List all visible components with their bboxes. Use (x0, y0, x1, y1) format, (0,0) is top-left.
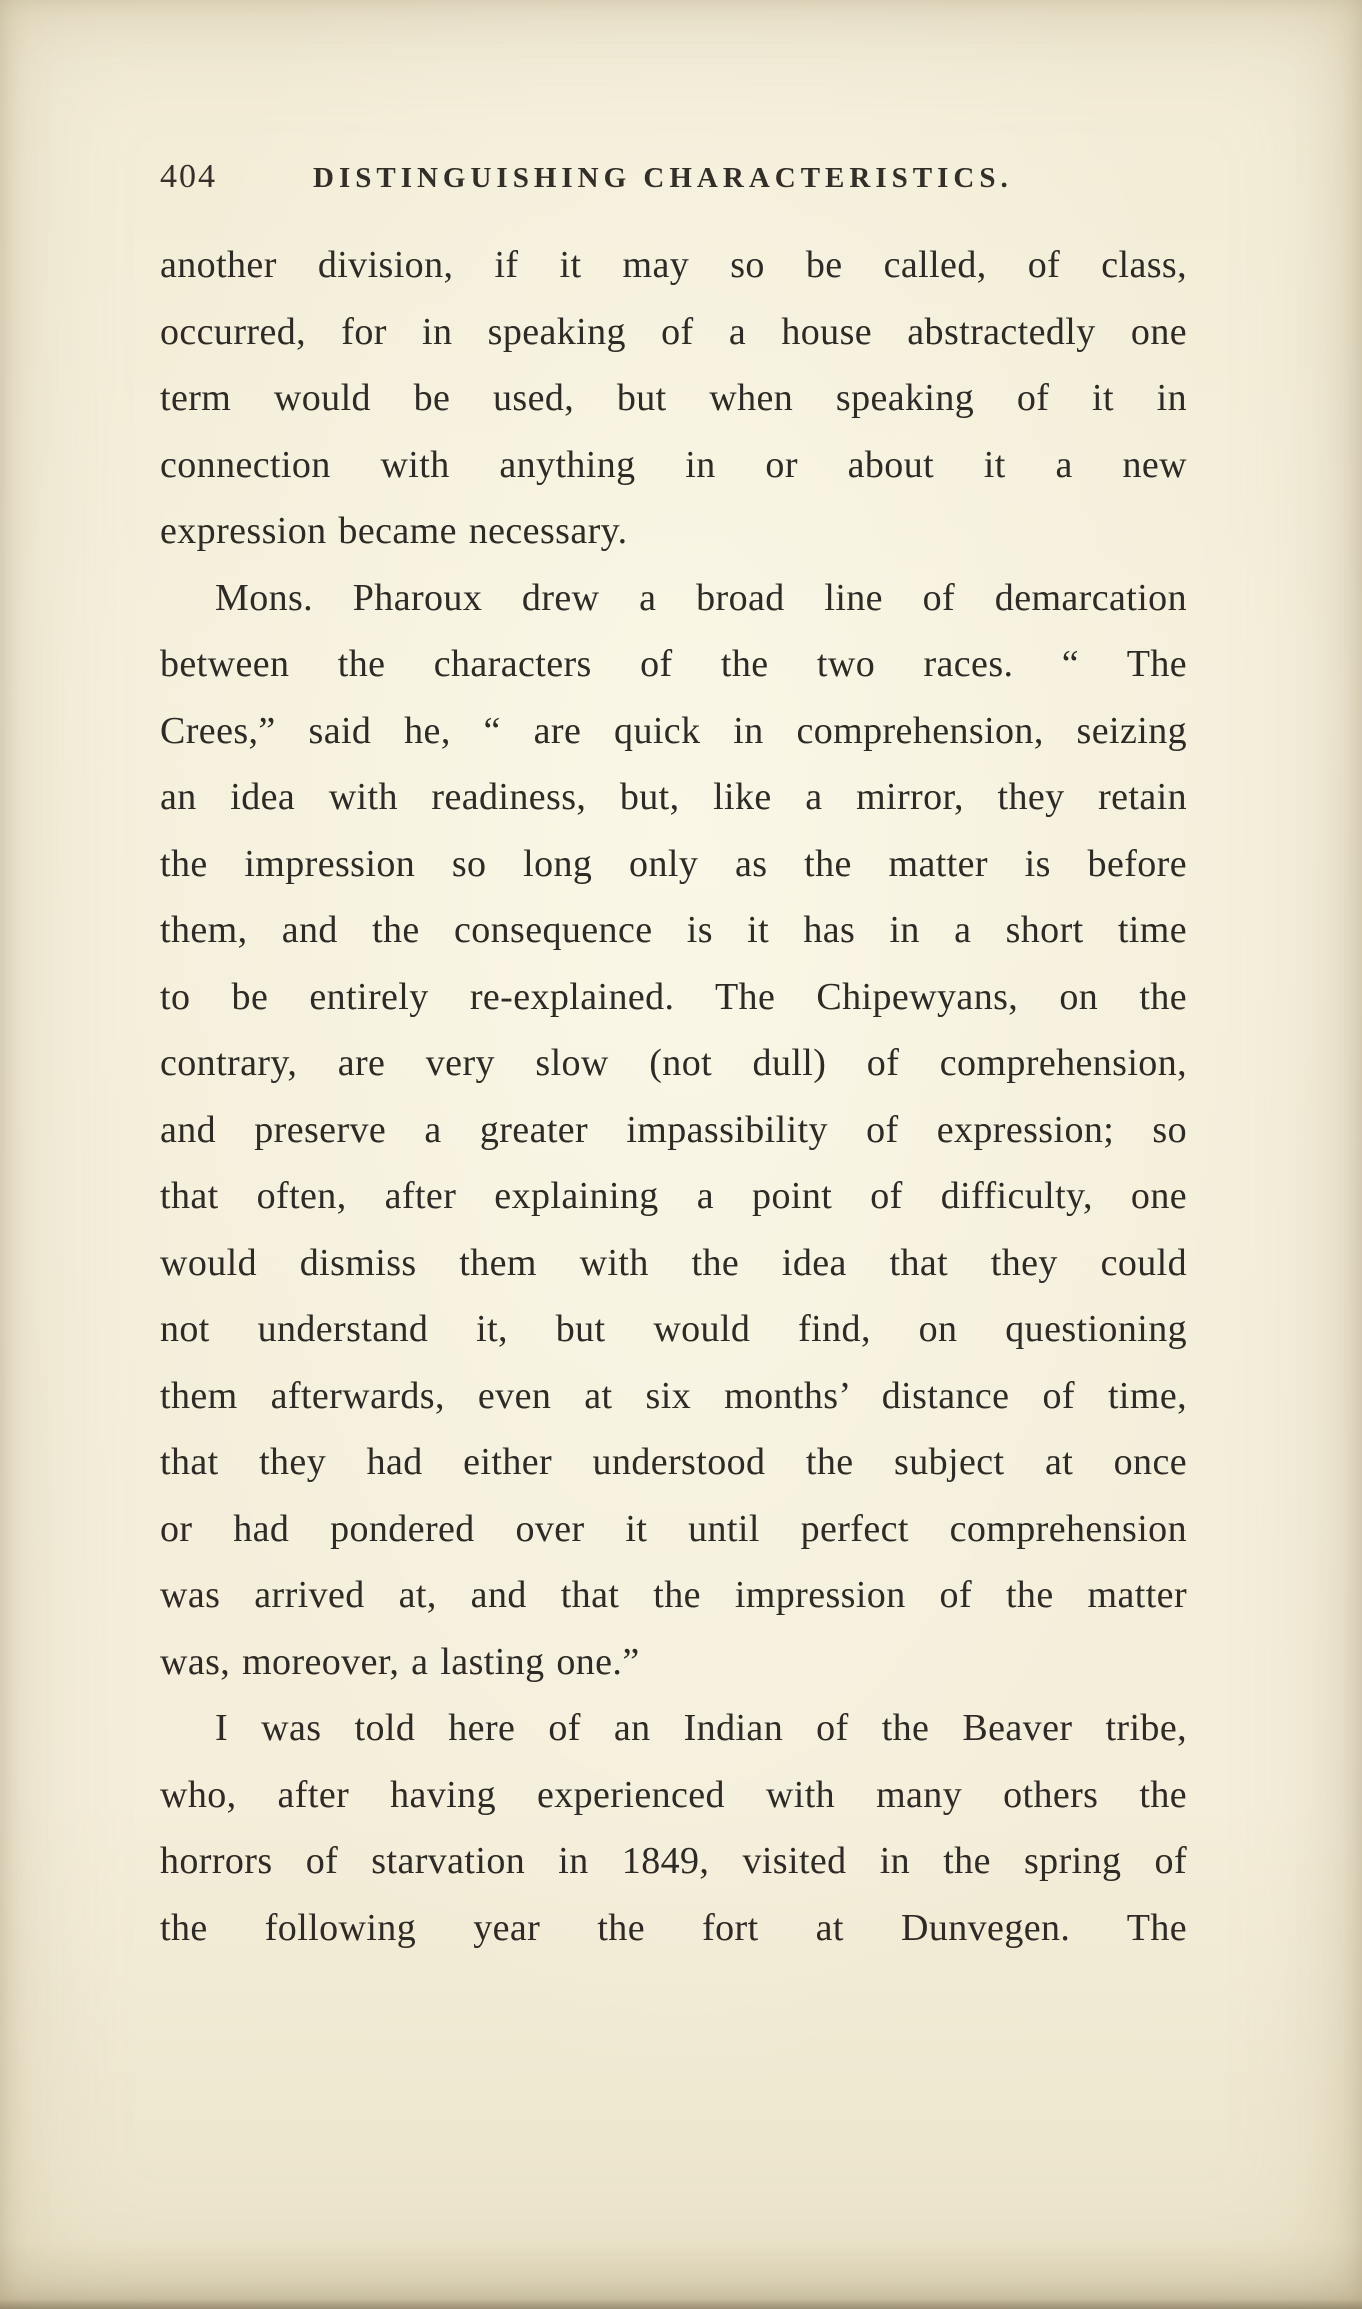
text-line: was, moreover, a lasting one.” (160, 1640, 640, 1683)
text-line: them, and the consequence is it has in a short time (160, 909, 1187, 951)
text-line: the following year the fort at Dunvegen. The (160, 1906, 1187, 1949)
paragraph (160, 1695, 1187, 1961)
text-line: I was told here of an Indian of the Beaver tribe, (215, 1707, 1187, 1749)
page-header (0, 0, 1362, 196)
text-line: between the characters of the two races. “ The (160, 643, 1187, 685)
running-header: DISTINGUISHING CHARACTERISTICS. (313, 162, 1013, 194)
text-line: to be entirely re-explained. The Chipewyans, on the (160, 975, 1187, 1018)
text-line: that they had either understood the subject at once (160, 1441, 1187, 1483)
text-line: Mons. Pharoux drew a broad line of demarcation (215, 576, 1187, 619)
text-line: horrors of starvation in 1849, visited in the spring of (160, 1840, 1187, 1882)
text-line: Crees,” said he, “ are quick in comprehension, seizing (160, 709, 1187, 752)
text-line: and preserve a greater impassibility of expression; so (160, 1108, 1187, 1151)
text-line: or had pondered over it until perfect comprehension (160, 1507, 1187, 1550)
paragraph (160, 565, 1187, 1696)
text-line: was arrived at, and that the impression of the matter (160, 1574, 1187, 1616)
text-line: occurred, for in speaking of a house abstractedly one (160, 310, 1187, 353)
text-line: that often, after explaining a point of difficulty, one (160, 1175, 1187, 1217)
text-line: not understand it, but would find, on questioning (160, 1308, 1187, 1350)
text-line: the impression so long only as the matter is before (160, 842, 1187, 885)
text-line: would dismiss them with the idea that they could (160, 1241, 1187, 1284)
text-line: expression became necessary. (160, 510, 628, 552)
text-line: term would be used, but when speaking of it in (160, 377, 1187, 419)
text-line: who, after having experienced with many others the (160, 1773, 1187, 1816)
text-line: contrary, are very slow (not dull) of comprehension, (160, 1042, 1187, 1084)
text-line: connection with anything in or about it a new (160, 443, 1187, 486)
text-line: another division, if it may so be called, of class, (160, 244, 1187, 286)
page-body (0, 196, 1362, 1961)
paragraph (160, 232, 1187, 565)
page-number: 404 (160, 158, 217, 195)
text-line: them afterwards, even at six months’ distance of time, (160, 1374, 1187, 1417)
text-line: an idea with readiness, but, like a mirror, they retain (160, 776, 1187, 818)
